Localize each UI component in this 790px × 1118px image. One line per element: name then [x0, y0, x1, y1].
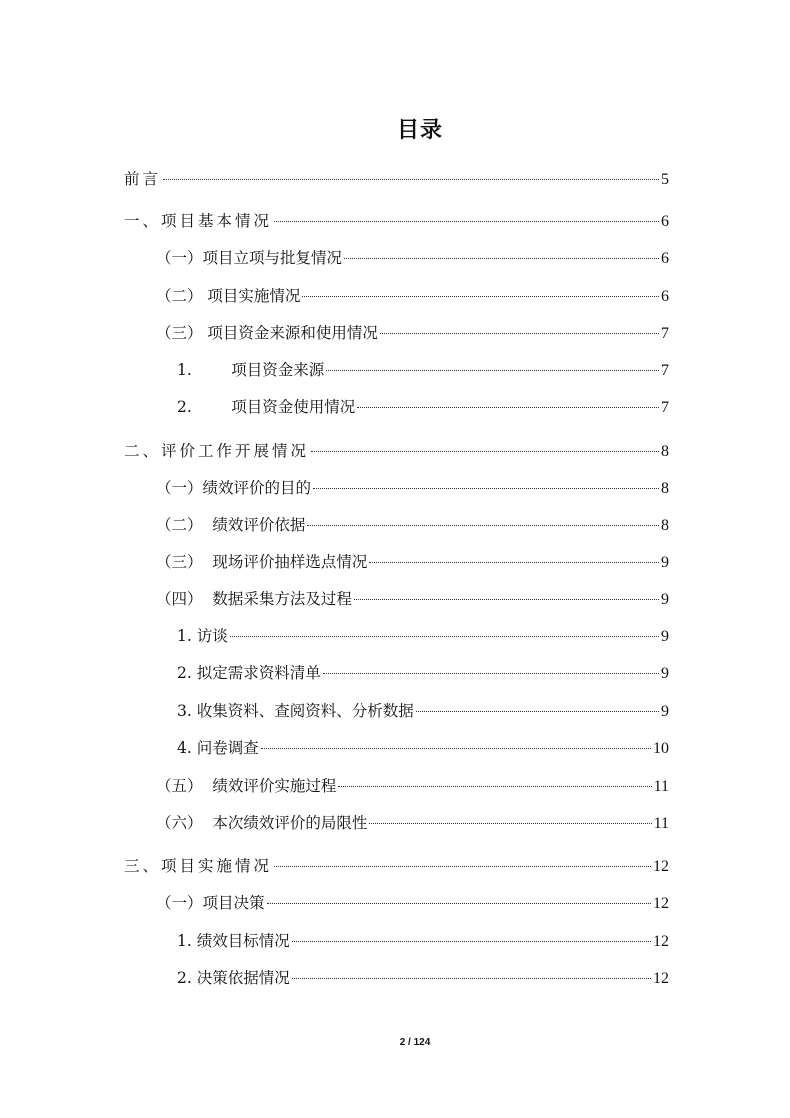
toc-leader	[369, 823, 651, 824]
toc-entry-text: 1. 绩效目标情况	[177, 932, 290, 950]
toc-entry-page: 7	[661, 362, 669, 379]
toc-entry-section-1-3-2[interactable]	[177, 395, 669, 419]
toc-leader	[323, 673, 659, 674]
toc-leader	[163, 179, 659, 180]
toc-entry-page: 8	[661, 480, 669, 497]
toc-entry-section-1-3-1[interactable]	[177, 358, 669, 382]
toc-leader	[311, 451, 659, 452]
toc-entry-page: 12	[653, 933, 669, 950]
page-number-footer: 2 / 124	[399, 1037, 431, 1048]
toc-leader	[307, 525, 659, 526]
toc-entry-page: 6	[661, 250, 669, 267]
toc-leader	[274, 866, 651, 867]
toc-leader	[230, 636, 659, 637]
toc-leader	[357, 407, 659, 408]
toc-leader	[326, 370, 659, 371]
toc-leader	[302, 296, 659, 297]
toc-entry-section-1-2[interactable]	[156, 284, 669, 308]
toc-entry-text: 4. 问卷调查	[177, 739, 259, 757]
toc-entry-page: 5	[661, 171, 669, 188]
toc-entry-text: 3. 收集资料、查阅资料、分析数据	[177, 702, 414, 720]
toc-entry-section-2-4-2[interactable]	[177, 661, 669, 685]
toc-entry-section-2-4-1[interactable]	[177, 624, 669, 648]
toc-entry-text: （六） 本次绩效评价的局限性	[156, 814, 368, 832]
toc-entry-section-2-4-4[interactable]	[177, 736, 669, 760]
toc-entry-page: 6	[661, 288, 669, 305]
toc-leader	[274, 221, 659, 222]
toc-entry-section-1[interactable]	[124, 209, 669, 233]
toc-leader	[313, 488, 659, 489]
toc-leader	[261, 748, 651, 749]
toc-entry-text: 二、评价工作开展情况	[124, 442, 310, 460]
toc-entry-section-2-2[interactable]	[156, 513, 669, 537]
toc-entry-section-1-3[interactable]	[156, 321, 669, 345]
toc-entry-text: （五） 绩效评价实施过程	[156, 777, 337, 795]
toc-entry-text: （一）项目决策	[156, 894, 265, 912]
toc-entry-page: 9	[661, 591, 669, 608]
toc-leader	[344, 258, 659, 259]
toc-entry-text: （一）绩效评价的目的	[156, 479, 312, 497]
toc-entry-page: 12	[653, 858, 669, 875]
toc-entry-page: 9	[661, 554, 669, 571]
toc-entry-page: 9	[661, 628, 669, 645]
toc-entry-section-2[interactable]	[124, 439, 669, 463]
toc-entry-text: （二） 绩效评价依据	[156, 516, 306, 534]
toc-entry-text: （二） 项目实施情况	[156, 287, 301, 305]
toc-entry-page: 11	[653, 778, 669, 795]
toc-entry-page: 9	[661, 703, 669, 720]
toc-entry-preface[interactable]	[124, 167, 669, 191]
toc-entry-text: （四） 数据采集方法及过程	[156, 590, 352, 608]
toc-leader	[380, 333, 659, 334]
toc-leader	[338, 786, 651, 787]
toc-entry-section-2-4[interactable]	[156, 587, 669, 611]
toc-leader	[292, 978, 651, 979]
toc-entry-section-3-1[interactable]	[156, 891, 669, 915]
toc-entry-page: 9	[661, 665, 669, 682]
toc-entry-page: 10	[653, 740, 669, 757]
toc-entry-page: 8	[661, 517, 669, 534]
toc-entry-text: 前言	[124, 170, 162, 188]
toc-entry-text: （三） 项目资金来源和使用情况	[156, 324, 378, 342]
toc-entry-section-3[interactable]	[124, 854, 669, 878]
toc-leader	[354, 599, 659, 600]
toc-entry-page: 11	[653, 815, 669, 832]
toc-leader	[369, 562, 659, 563]
toc-title: 目录	[396, 118, 443, 143]
toc-entry-page: 8	[661, 443, 669, 460]
toc-entry-section-2-4-3[interactable]	[177, 699, 669, 723]
toc-entry-section-1-1[interactable]	[156, 246, 669, 270]
toc-entry-text: 2. 项目资金使用情况	[177, 398, 356, 416]
toc-entry-text: 一、项目基本情况	[124, 212, 273, 230]
toc-leader	[267, 903, 651, 904]
toc-entry-text: 2. 拟定需求资料清单	[177, 664, 321, 682]
toc-entry-text: 1. 访谈	[177, 627, 228, 645]
toc-entry-section-3-1-2[interactable]	[177, 966, 669, 990]
toc-entry-text: （三） 现场评价抽样选点情况	[156, 553, 368, 571]
toc-entry-section-3-1-1[interactable]	[177, 929, 669, 953]
toc-entry-section-2-5[interactable]	[156, 774, 669, 798]
toc-entry-page: 6	[661, 213, 669, 230]
toc-entry-page: 7	[661, 399, 669, 416]
toc-entry-page: 12	[653, 895, 669, 912]
toc-entry-page: 12	[653, 970, 669, 987]
toc-entry-text: 2. 决策依据情况	[177, 969, 290, 987]
toc-entry-section-2-1[interactable]	[156, 476, 669, 500]
toc-entry-section-2-3[interactable]	[156, 550, 669, 574]
toc-entry-page: 7	[661, 325, 669, 342]
toc-entry-text: （一）项目立项与批复情况	[156, 249, 343, 267]
toc-entry-section-2-6[interactable]	[156, 811, 669, 835]
toc-leader	[416, 711, 659, 712]
toc-leader	[292, 941, 651, 942]
toc-entry-text: 1. 项目资金来源	[177, 361, 325, 379]
toc-entry-text: 三、项目实施情况	[124, 857, 273, 875]
